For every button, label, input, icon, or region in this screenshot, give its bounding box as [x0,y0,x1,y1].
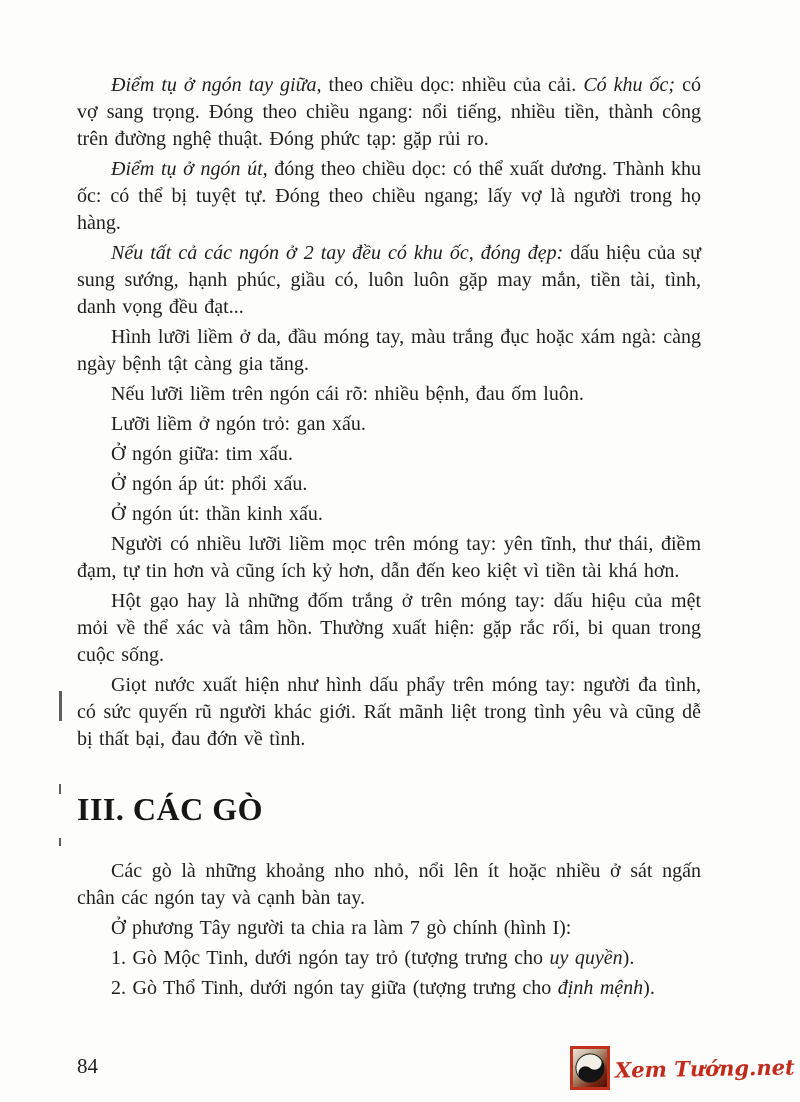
paragraph [77,156,701,237]
text-run-italic: Có khu ốc; [583,74,676,96]
page-content [77,72,701,1005]
paragraph [77,915,701,942]
xemtuong-watermark [570,1046,795,1090]
paragraph [77,72,701,153]
paragraph [77,381,701,408]
text-run-italic: định mệnh [557,977,644,999]
text-run: 2. Gò Thổ Tinh, dưới ngón tay giữa (tượng trưng cho [111,977,558,999]
text-run: Ở phương Tây người ta chia ra làm 7 gò chính (hình I): [111,917,572,939]
text-run: Ở ngón út: thần kinh xấu. [111,503,323,525]
text-run: Ở ngón giữa: tim xấu. [111,443,293,465]
paragraph [77,858,701,912]
paragraph [77,531,701,585]
text-run-italic: Điểm tụ ở ngón tay giữa, [111,74,322,96]
watermark-text: Xem Tướng.net [615,1053,796,1083]
text-run: theo chiều dọc: nhiều của cải. [321,74,584,96]
text-run: dấu hiệu của sự sung sướng, hạnh phúc, giầu có, luôn luôn gặp may mắn, tiền tài, tình, danh vọng đều đạt... [77,242,701,318]
paragraph [77,324,701,378]
text-run: Ở ngón áp út: phổi xấu. [111,473,308,495]
section-heading [77,786,701,832]
paragraph [77,411,701,438]
scan-artifact [59,784,61,794]
paragraph [77,240,701,321]
text-run: Hình lưỡi liềm ở da, đầu móng tay, màu trắng đục hoặc xám ngà: càng ngày bệnh tật càng gia tăng. [77,326,701,375]
yin-yang-icon [570,1046,610,1090]
text-run: Giọt nước xuất hiện như hình dấu phẩy trên móng tay: người đa tình, có sức quyến rũ người khác giới. Rất mãnh liệt trong tình yêu và cũng dễ bị thất bại, đau đớn về tình. [77,674,701,750]
text-run-italic: Điểm tụ ở ngón út, [111,158,268,180]
text-run: ). [622,947,635,969]
paragraph [77,441,701,468]
page-footer [0,1046,800,1098]
text-run: Nếu lưỡi liềm trên ngón cái rõ: nhiều bệnh, đau ốm luôn. [111,383,584,405]
text-run: III. CÁC GÒ [77,791,263,827]
scan-artifact [59,838,61,846]
paragraph [77,501,701,528]
text-run: ). [643,977,655,999]
text-run-italic: uy quyền [549,947,623,969]
text-run: có vợ sang trọng. Đóng theo chiều ngang: nổi tiếng, nhiều tiền, thành công trên đường nghệ thuật. Đóng phức tạp: gặp rủi ro. [77,74,701,150]
paragraph [77,672,701,753]
text-run-italic: Nếu tất cả các ngón ở 2 tay đều có khu ốc, đóng đẹp: [111,242,564,264]
text-run: Người có nhiều lưỡi liềm mọc trên móng tay: yên tĩnh, thư thái, điềm đạm, tự tin hơn và cũng ích kỷ hơn, dẫn đến keo kiệt vì tiền tài khá hơn. [77,533,701,582]
paragraph [77,945,701,972]
text-run: Lưỡi liềm ở ngón trỏ: gan xấu. [111,413,366,435]
paragraph [77,975,701,1002]
text-run: đóng theo chiều dọc: có thể xuất dương. Thành khu ốc: có thể bị tuyệt tự. Đóng theo chiều ngang; lấy vợ là người trong họ hàng. [77,158,702,234]
page-number: 84 [77,1054,98,1078]
text-run: 1. Gò Mộc Tinh, dưới ngón tay trỏ (tượng trưng cho [111,947,550,969]
text-run: Các gò là những khoảng nho nhỏ, nổi lên ít hoặc nhiều ở sát ngấn chân các ngón tay và cạnh bàn tay. [77,860,701,909]
paragraph [77,471,701,498]
scan-artifact [59,691,62,721]
paragraph [77,588,701,669]
text-run: Hột gạo hay là những đốm trắng ở trên móng tay: dấu hiệu của mệt mỏi về thể xác và tâm hồn. Thường xuất hiện: gặp rắc rối, bi quan trong cuộc sống. [77,590,701,666]
